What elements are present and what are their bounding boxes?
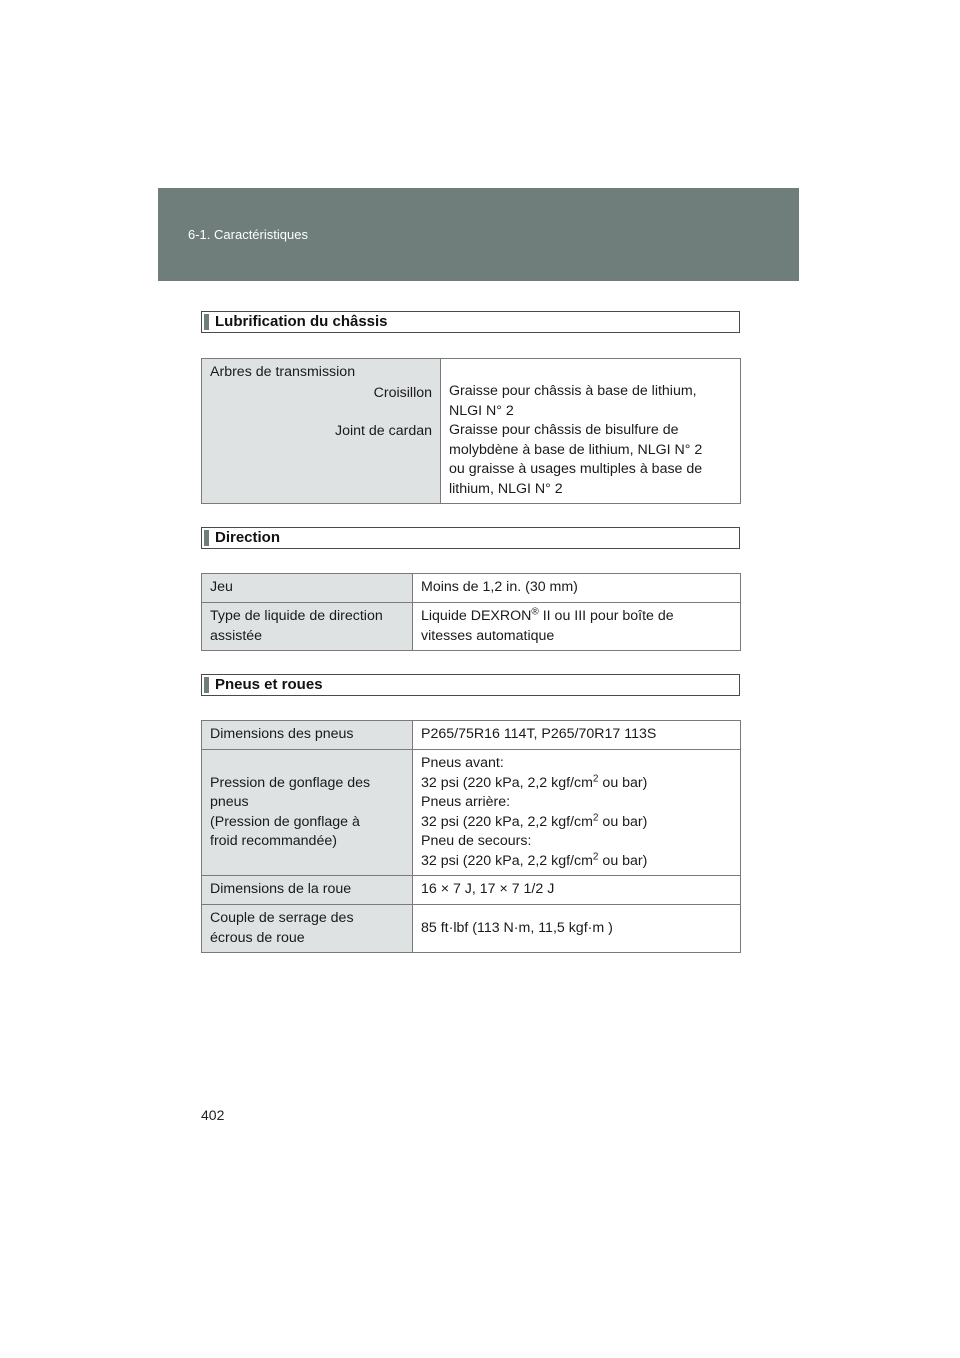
breadcrumb: 6-1. Caractéristiques (188, 227, 308, 242)
value-text: ou bar) (598, 813, 648, 830)
table-cell-value (413, 603, 741, 651)
table-lubrification (201, 358, 741, 504)
table-cell-value: 85 ft·lbf (113 N·m, 11,5 kgf·m ) (413, 905, 741, 953)
value-line: Graisse pour châssis de bisulfure de (449, 422, 679, 438)
superscript: 2 (592, 772, 599, 784)
value-line: Pneu de secours: (421, 833, 532, 849)
section-title-pneus (201, 674, 740, 696)
sublabel-croisillon: Croisillon (373, 384, 432, 401)
group-label: Arbres de transmission (210, 364, 356, 380)
value-line (421, 607, 732, 627)
table-cell-value: 16 × 7 J, 17 × 7 1/2 J (413, 876, 741, 905)
table-cell-label: Dimensions de la roue (202, 876, 413, 905)
table-row (202, 603, 741, 651)
value-line: vitesses automatique (421, 627, 555, 644)
label-line: écrous de roue (210, 929, 305, 946)
table-cell-label (202, 750, 413, 876)
table-cell-value: P265/75R16 114T, P265/70R17 113S (413, 721, 741, 750)
table-cell-label: Dimensions des pneus (202, 721, 413, 750)
table-row (202, 359, 741, 504)
table-row (202, 574, 741, 603)
section-accent (204, 314, 209, 330)
label-line: (Pression de gonflage à (210, 813, 360, 830)
section-title-text: Pneus et roues (215, 676, 323, 693)
value-line: ou graisse à usages multiples à base de (449, 461, 703, 477)
registered-mark: ® (531, 606, 539, 618)
sublabel-joint-de-cardan: Joint de cardan (334, 423, 432, 439)
table-row (202, 721, 741, 750)
value-text: 32 psi (220 kPa, 2,2 kgf/cm (421, 852, 593, 869)
superscript: 2 (592, 811, 599, 823)
table-cell-value: Moins de 1,2 in. (30 mm) (413, 574, 741, 603)
value-text: Liquide DEXRON (421, 608, 532, 624)
value-text: ou bar) (598, 852, 648, 869)
table-row (202, 876, 741, 905)
label-line: Couple de serrage des (210, 910, 354, 926)
value-line (421, 852, 732, 872)
value-line: lithium, NLGI N° 2 (449, 480, 563, 497)
label-line: Pression de gonflage des (210, 774, 371, 791)
value-text: 32 psi (220 kPa, 2,2 kgf/cm (421, 774, 593, 791)
page-number: 402 (201, 1107, 225, 1123)
section-title-text: Direction (215, 529, 281, 546)
section-accent (204, 530, 209, 546)
label-line: Type de liquide de direction (210, 608, 383, 624)
value-line: Pneus arrière: (421, 794, 511, 810)
table-pneus (201, 720, 741, 953)
label-line: assistée (210, 627, 263, 644)
value-text: 32 psi (220 kPa, 2,2 kgf/cm (421, 813, 593, 830)
value-line (421, 813, 732, 833)
table-cell-label (202, 905, 413, 953)
value-line: Pneus avant: (421, 755, 504, 771)
superscript: 2 (592, 850, 599, 862)
chapter-header-band (158, 188, 799, 281)
table-cell-label (202, 359, 441, 504)
table-row (202, 750, 741, 876)
label-line: froid recommandée) (210, 833, 337, 849)
table-direction (201, 573, 741, 651)
section-title-lubrification (201, 311, 740, 333)
table-row (202, 905, 741, 953)
table-cell-value (413, 750, 741, 876)
value-text: ou bar) (598, 774, 648, 791)
value-line: NLGI N° 2 (449, 402, 514, 419)
value-line (421, 774, 732, 794)
table-cell-value (441, 359, 741, 504)
section-title-text: Lubrification du châssis (215, 313, 388, 330)
value-text: II ou III pour boîte de (538, 608, 674, 624)
table-cell-label: Jeu (202, 574, 413, 603)
value-line: Graisse pour châssis à base de lithium, (449, 383, 697, 399)
value-line: molybdène à base de lithium, NLGI N° 2 (449, 441, 703, 458)
section-title-direction (201, 527, 740, 549)
label-line: pneus (210, 794, 249, 810)
section-accent (204, 677, 209, 693)
table-cell-label (202, 603, 413, 651)
